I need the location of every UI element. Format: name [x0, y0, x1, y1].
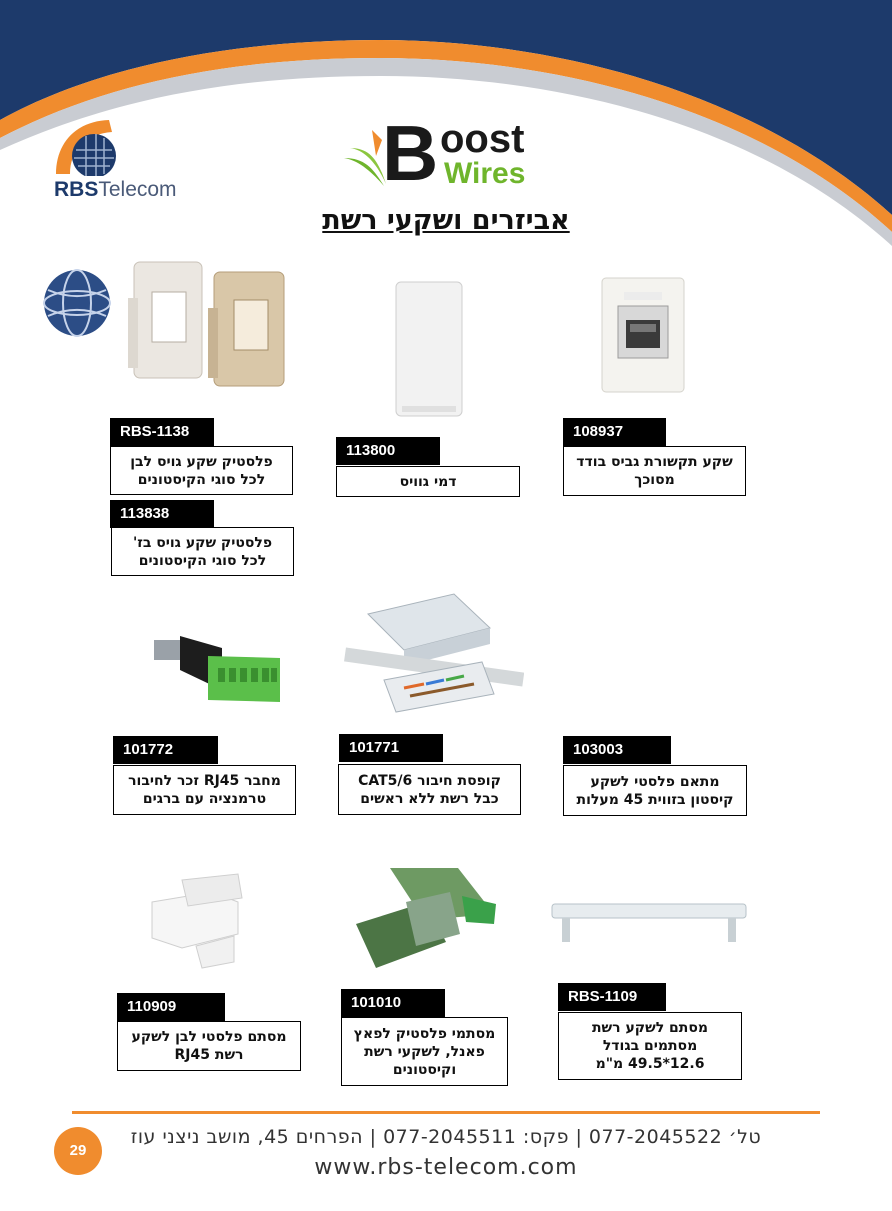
beige-keystone-frame-image: [208, 268, 290, 390]
product-description: פלסטיק שקע גויס בז' לכל סוגי הקיסטונים: [111, 527, 294, 576]
boost-word: oost: [440, 117, 525, 161]
rbs-logo-light: Telecom: [98, 178, 177, 201]
rbs-globe-icon: [54, 118, 124, 176]
product-description: מסתם פלסטי לבן לשקע רשת RJ45: [117, 1021, 301, 1071]
page-number: 29: [54, 1127, 102, 1175]
product-code: 110909: [117, 993, 225, 1021]
page-title: אביזרים ושקעי רשת: [322, 205, 570, 236]
product-code: RBS-1109: [558, 983, 666, 1011]
product-description: פלסטיק שקע גויס לבן לכל סוגי הקיסטונים: [110, 446, 293, 495]
product-description: שקע תקשורת גביס בודד מסוכך: [563, 446, 746, 496]
product-code: 101772: [113, 736, 218, 764]
product-code: 103003: [563, 736, 671, 764]
boost-letter-b: B: [382, 109, 439, 197]
patch-panel-blank-image: [350, 862, 500, 974]
blank-plate-image: [394, 280, 464, 420]
product-code: 113800: [336, 437, 440, 465]
rbs-logo-bold: RBS: [54, 178, 99, 201]
footer-website: www.rbs-telecom.com: [314, 1155, 578, 1180]
product-code: RBS-1138: [110, 418, 214, 446]
product-description: מסתם לשקע רשת מסתמים בגודל 12.6*49.5 מ"מ: [558, 1012, 742, 1080]
product-description: קופסת חיבור CAT5/6 כבל רשת ללא ראשים: [338, 764, 521, 815]
shielded-wall-jack-image: [600, 276, 686, 394]
boost-wires-logo: [342, 109, 552, 198]
product-code: 113838: [110, 500, 214, 528]
product-description: מסתמי פלסטיק לפאץ פאנל, לשקעי רשת וקיסטונים: [341, 1017, 508, 1086]
globe-icon: [42, 268, 112, 338]
rj45-terminal-connector-image: [152, 628, 284, 716]
footer-divider: [72, 1111, 820, 1114]
footer-contact: טל׳ 077-2045522 | פקס: 077-2045511 | הפרחים 45, מושב ניצני עוז: [130, 1126, 762, 1148]
product-description: מחבר RJ45 זכר לחיבור טרמנציה עם ברגים: [113, 765, 296, 815]
product-code: 108937: [563, 418, 666, 446]
white-keystone-frame-image: [128, 258, 208, 382]
wires-word: Wires: [444, 157, 526, 190]
cat5-junction-box-image: [344, 588, 524, 730]
rbs-telecom-logo: [52, 118, 192, 208]
product-description: דמי גוויס: [336, 466, 520, 497]
product-code: 101771: [339, 734, 443, 762]
product-description: מתאם פלסטי לשקע קיסטון בזווית 45 מעלות: [563, 765, 747, 816]
product-code: 101010: [341, 989, 445, 1017]
keystone-blank-strip-image: [550, 898, 750, 946]
rj45-plug-cover-image: [142, 872, 252, 970]
